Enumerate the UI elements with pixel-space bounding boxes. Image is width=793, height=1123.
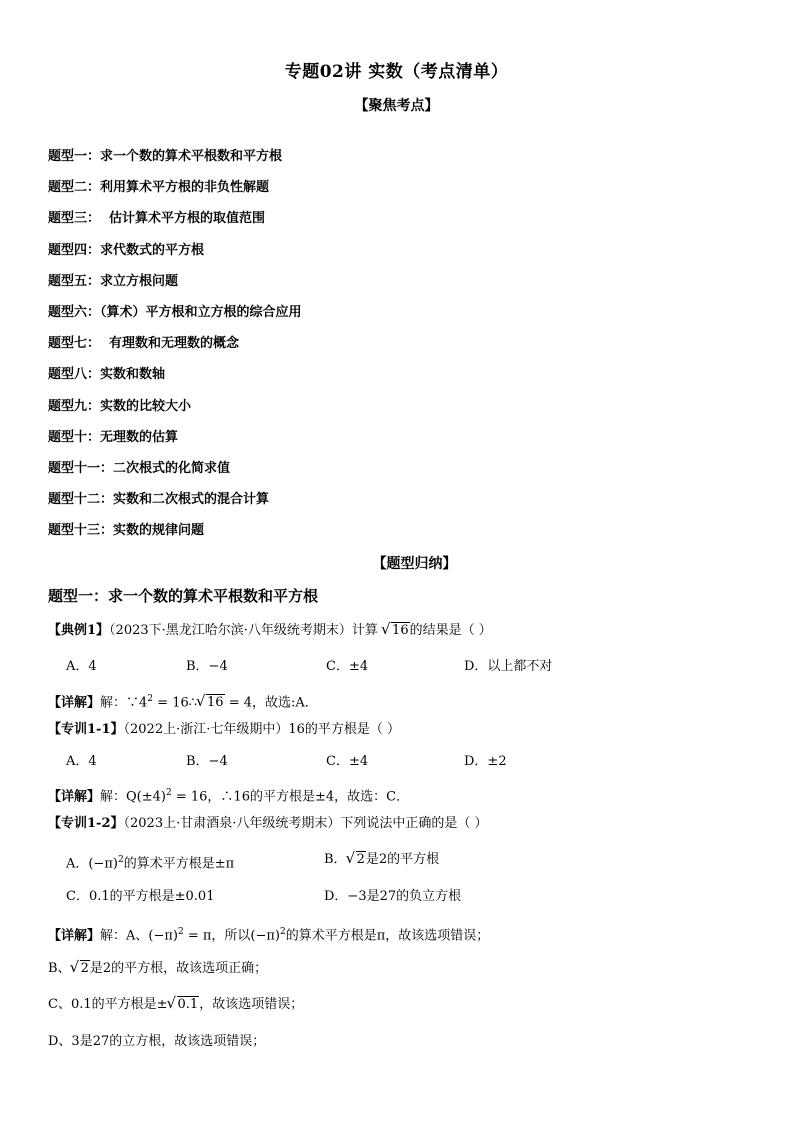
sqrt-expression: √ 16 (197, 694, 225, 712)
example-3-detail-c: C、0.1的平方根是±√ 0.1，故该选项错误； (48, 996, 303, 1014)
topic-item: 题型十三：实数的规律问题 (48, 523, 205, 539)
sqrt-expression: √ 2 (347, 851, 366, 869)
detail-label: 【详解】 (48, 695, 101, 711)
sqrt-expression: √ 16 (382, 622, 410, 640)
option-d: D．±2 (464, 754, 507, 769)
example-2-question (48, 721, 400, 739)
option-d: D．−3是27的负立方根 (324, 889, 462, 904)
focus-heading: 【聚焦考点】 (354, 98, 439, 114)
detail-label: 【详解】 (48, 928, 101, 944)
example-label: 【专训1-1】 (48, 722, 124, 737)
option-a: A．$(-\pi)^2$的算术平方根是±π (66, 855, 235, 872)
option-b: B．−4 (186, 754, 228, 769)
page-title: 专题02讲 实数（考点清单） (284, 62, 509, 82)
topic-item: 题型十一：二次根式的化简求值 (48, 460, 231, 476)
option-b: B．−4 (186, 659, 228, 674)
option-c: C．±4 (326, 754, 369, 769)
sqrt-expression: √ 2 (71, 960, 90, 978)
option-d: D．以上都不对 (464, 659, 553, 674)
example-source: （2022上·浙江·七年级期中）16的平方根是（ ） (123, 722, 401, 737)
example-label: 【专训1-2】 (48, 816, 124, 831)
topic-list (48, 149, 302, 554)
example-1-detail: 【详解】解：$\because 4^2$ = 16∴√ 16 = 4，故选:A． (48, 690, 318, 712)
topic-item: 题型七： 有理数和无理数的概念 (48, 336, 240, 352)
example-tail: 的结果是（ ） (409, 623, 492, 638)
detail-label: 【详解】 (48, 789, 101, 805)
topic-item: 题型一：求一个数的算术平根数和平方根 (48, 149, 283, 164)
example-label: 【典例1】 (48, 623, 110, 638)
topic-item: 题型八：实数和数轴 (48, 367, 166, 383)
topic-item: 题型六：（算术）平方根和立方根的综合应用 (48, 304, 302, 320)
section-title: 题型一：求一个数的算术平根数和平方根 (48, 587, 319, 605)
sqrt-expression: √ 0.1 (168, 996, 200, 1014)
option-c: C．±4 (326, 659, 369, 674)
example-1-question (48, 622, 492, 640)
topic-item: 题型十二：实数和二次根式的混合计算 (48, 492, 270, 508)
example-3-detail-b: B、√ 2是2的平方根，故该选项正确； (48, 960, 267, 978)
option-a: A．4 (66, 754, 97, 769)
summary-heading: 【题型归纳】 (372, 556, 457, 572)
option-c: C．0.1的平方根是±0.01 (66, 889, 215, 904)
example-source: （2023上·甘肃酒泉·八年级统考期末）下列说法中正确的是（ ） (123, 816, 488, 831)
option-b: B．√ 2是2的平方根 (324, 851, 439, 869)
example-source: （2023下·黑龙江哈尔滨·八年级统考期末）计算 (109, 623, 378, 638)
topic-item: 题型四：求代数式的平方根 (48, 242, 205, 258)
example-3-detail-a: 【详解】解：A、$(-\pi)^2 = \pi$，所以$(-\pi)^2$的算术平方根是π，故该选项错误； (48, 927, 490, 944)
example-2-detail: 【详解】解：$Q(\pm 4)^2 = 16$，∴16的平方根是±4，故选：C． (48, 788, 410, 805)
option-a: A．4 (66, 659, 97, 674)
topic-item: 题型三： 估计算术平方根的取值范围 (48, 211, 266, 227)
topic-item: 题型二：利用算术平方根的非负性解题 (48, 180, 270, 196)
topic-item: 题型九：实数的比较大小 (48, 398, 192, 414)
topic-item: 题型十：无理数的估算 (48, 429, 179, 445)
example-3-question (48, 815, 487, 833)
topic-item: 题型五：求立方根问题 (48, 273, 179, 289)
example-3-detail-d: D、3是27的立方根，故该选项错误； (48, 1034, 266, 1049)
